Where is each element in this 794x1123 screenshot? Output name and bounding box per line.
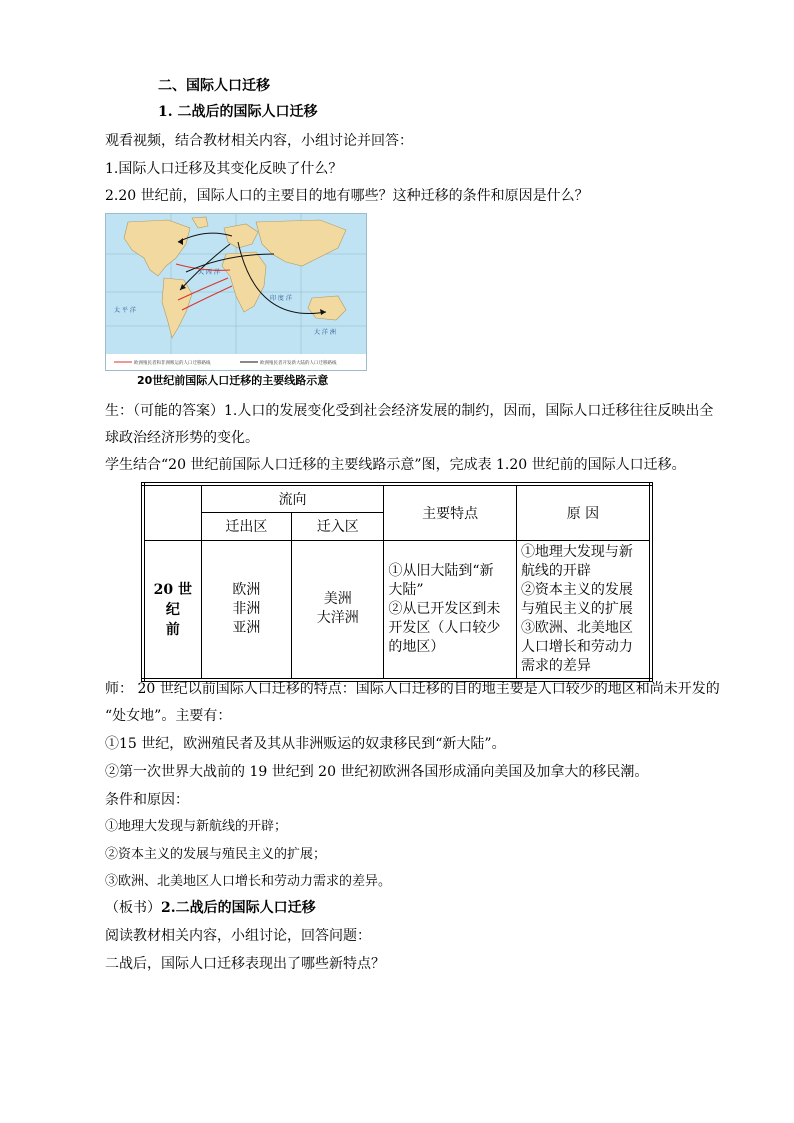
flow-header: 流向 — [201, 484, 384, 512]
label-pacific: 太 平 洋 — [114, 307, 136, 314]
section-title: 二、国际人口迁移 — [158, 78, 270, 94]
north-america-shape — [124, 220, 190, 276]
subsection-title: 1. 二战后的国际人口迁移 — [158, 104, 318, 120]
answer-line-1: 生：（可能的答案）1.人口的发展变化受到社会经济发展的制约，因而，国际人口迁移往往反映出全 — [105, 403, 714, 419]
feature-line: 的地区） — [388, 638, 445, 655]
reason-line: 人口增长和劳动力 — [520, 638, 633, 655]
map-caption: 20世纪前国际人口迁移的主要线路示意 — [137, 374, 329, 387]
out-area: 欧洲 — [232, 581, 261, 598]
features-header: 主要特点 — [384, 484, 517, 540]
label-atlantic: 大 西 洋 — [198, 269, 220, 276]
in-areas-cell — [292, 540, 384, 680]
south-america-shape — [162, 278, 192, 338]
corner-cell — [143, 484, 201, 540]
reason-line: ①地理大发现与新 — [520, 543, 633, 560]
label-indian: 印 度 洋 — [270, 295, 292, 302]
conditions-title: 条件和原因： — [105, 792, 189, 808]
board-prefix: （板书） — [105, 900, 161, 916]
out-header: 迁出区 — [201, 512, 291, 540]
teacher-line-1: 师： 20 世纪以前国际人口迁移的特点：国际人口迁移的目的地主要是人口较少的地区和尚未开发的 — [105, 681, 720, 697]
board-title: 2.二战后的国际人口迁移 — [161, 900, 316, 916]
migration-route-map — [105, 213, 367, 371]
answer-line-2: 球政治经济形势的变化。 — [105, 430, 259, 446]
australia-shape — [308, 296, 346, 320]
reasons-cell — [516, 540, 651, 680]
feature-line: ②从已开发区到未 — [388, 600, 501, 617]
reason-line: 需求的差异 — [520, 657, 591, 674]
point-1: ①15 世纪，欧洲殖民者及其从非洲贩运的奴隶移民到“新大陆”。 — [105, 736, 506, 752]
reason-line: 航线的开辟 — [520, 562, 591, 579]
legend-1: 欧洲殖民者和非洲贩运的人口迁移路线 — [134, 361, 211, 366]
greenland-shape — [192, 217, 208, 228]
row-label-line-1: 20 世纪 — [153, 582, 193, 618]
features-cell — [384, 540, 517, 680]
world-map-graphic — [106, 214, 366, 370]
reason-line: ③欧洲、北美地区 — [520, 619, 633, 636]
condition-3: ③欧洲、北美地区人口增长和劳动力需求的差异。 — [105, 874, 392, 889]
in-area: 美洲 — [323, 591, 352, 607]
row-label-line-2: 前 — [165, 622, 180, 638]
table-instruction: 学生结合“20 世纪前国际人口迁移的主要线路示意”图，完成表 1.20 世纪前的国际人口迁移。 — [105, 457, 686, 473]
migration-table — [141, 482, 653, 682]
teacher-line-2: “处女地”。主要有： — [105, 708, 232, 724]
question-2: 2.20 世纪前，国际人口的主要目的地有哪些？这种迁移的条件和原因是什么？ — [105, 188, 589, 204]
reason-line: 与殖民主义的扩展 — [520, 600, 633, 617]
reading-instruction: 阅读教材相关内容，小组讨论，回答问题： — [105, 928, 371, 944]
in-area: 大洋洲 — [316, 610, 359, 626]
reason-line: ②资本主义的发展 — [520, 581, 633, 598]
label-oceania: 大 洋 洲 — [314, 329, 336, 336]
intro-paragraph: 观看视频，结合教材相关内容，小组讨论并回答： — [105, 133, 413, 149]
feature-line: 大陆” — [388, 581, 424, 598]
feature-line: 开发区（人口较少 — [388, 619, 501, 636]
out-area: 非洲 — [232, 600, 261, 617]
reasons-header: 原 因 — [516, 484, 651, 540]
asia-shape — [256, 220, 346, 266]
condition-2: ②资本主义的发展与殖民主义的扩展； — [105, 847, 327, 862]
feature-line: ①从旧大陆到“新 — [388, 562, 494, 579]
point-2: ②第一次世界大战前的 19 世纪到 20 世纪初欧洲各国形成涌向美国及加拿大的移民潮。 — [105, 764, 649, 780]
in-header: 迁入区 — [292, 512, 384, 540]
out-area: 亚洲 — [232, 619, 261, 636]
africa-shape — [222, 252, 266, 312]
final-question: 二战后，国际人口迁移表现出了哪些新特点？ — [105, 956, 385, 972]
question-1: 1.国际人口迁移及其变化反映了什么？ — [105, 161, 343, 177]
condition-1: ①地理大发现与新航线的开辟； — [105, 819, 288, 834]
board-heading — [105, 898, 316, 918]
legend-2: 欧洲殖民者开发新大陆的人口迁移路线 — [260, 361, 337, 366]
row-label — [143, 540, 201, 680]
out-areas-cell — [201, 540, 291, 680]
